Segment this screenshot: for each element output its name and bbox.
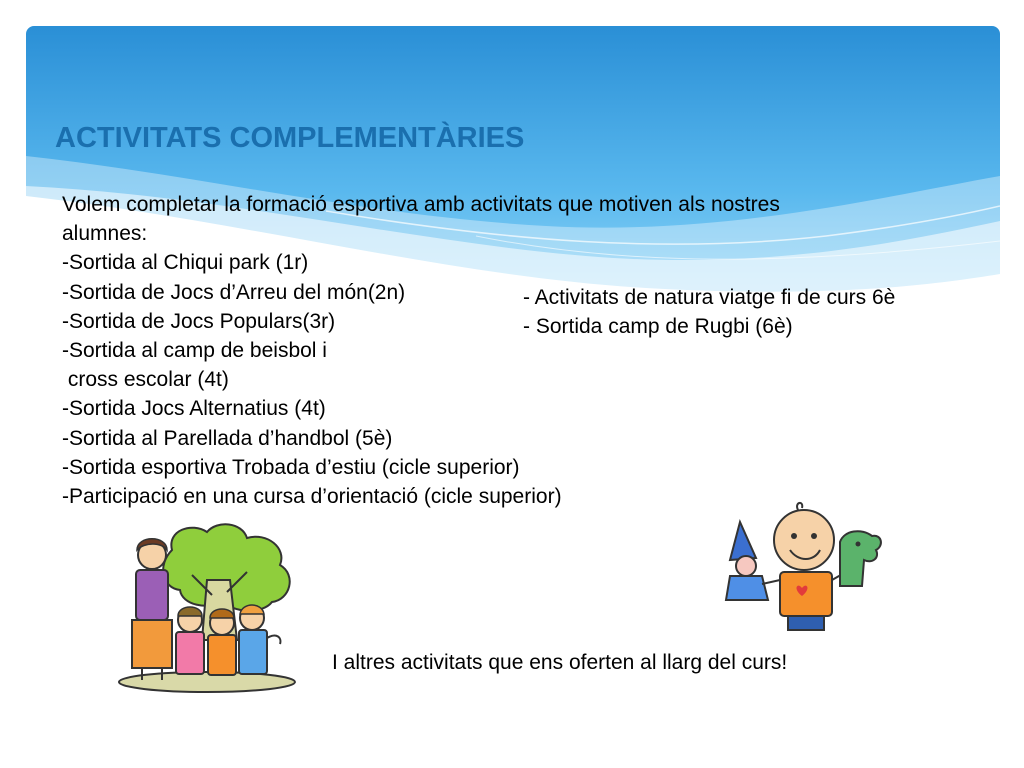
list-item: -Sortida esportiva Trobada d’estiu (cicle superior) xyxy=(62,455,520,479)
footer-text: I altres activitats que ens oferten al llarg del curs! xyxy=(332,651,788,674)
intro-line: alumnes: xyxy=(62,222,148,246)
list-item: - Sortida camp de Rugbi (6è) xyxy=(523,315,793,339)
list-item: - Activitats de natura viatge fi de curs 6è xyxy=(523,286,896,309)
list-item: -Sortida Jocs Alternatius (4t) xyxy=(62,397,326,421)
body-text xyxy=(62,190,962,511)
children-and-tree-illustration xyxy=(112,520,302,700)
intro-line: Volem completar la formació esportiva amb activitats que motiven als nostres xyxy=(62,193,780,216)
list-item: -Participació en una cursa d’orientació (cicle superior) xyxy=(62,484,562,508)
list-item: -Sortida al camp de beisbol i xyxy=(62,338,327,362)
list-item: -Sortida de Jocs d’Arreu del món(2n) xyxy=(62,280,406,304)
list-item: -Sortida al Parellada d’handbol (5è) xyxy=(62,426,393,450)
list-item: -Sortida de Jocs Populars(3r) xyxy=(62,309,336,333)
child-with-puppets-illustration xyxy=(722,500,887,645)
list-item: -Sortida al Chiqui park (1r) xyxy=(62,251,309,275)
slide-title: ACTIVITATS COMPLEMENTÀRIES xyxy=(55,122,525,154)
list-item: cross escolar (4t) xyxy=(62,368,229,392)
right-column xyxy=(523,283,895,341)
